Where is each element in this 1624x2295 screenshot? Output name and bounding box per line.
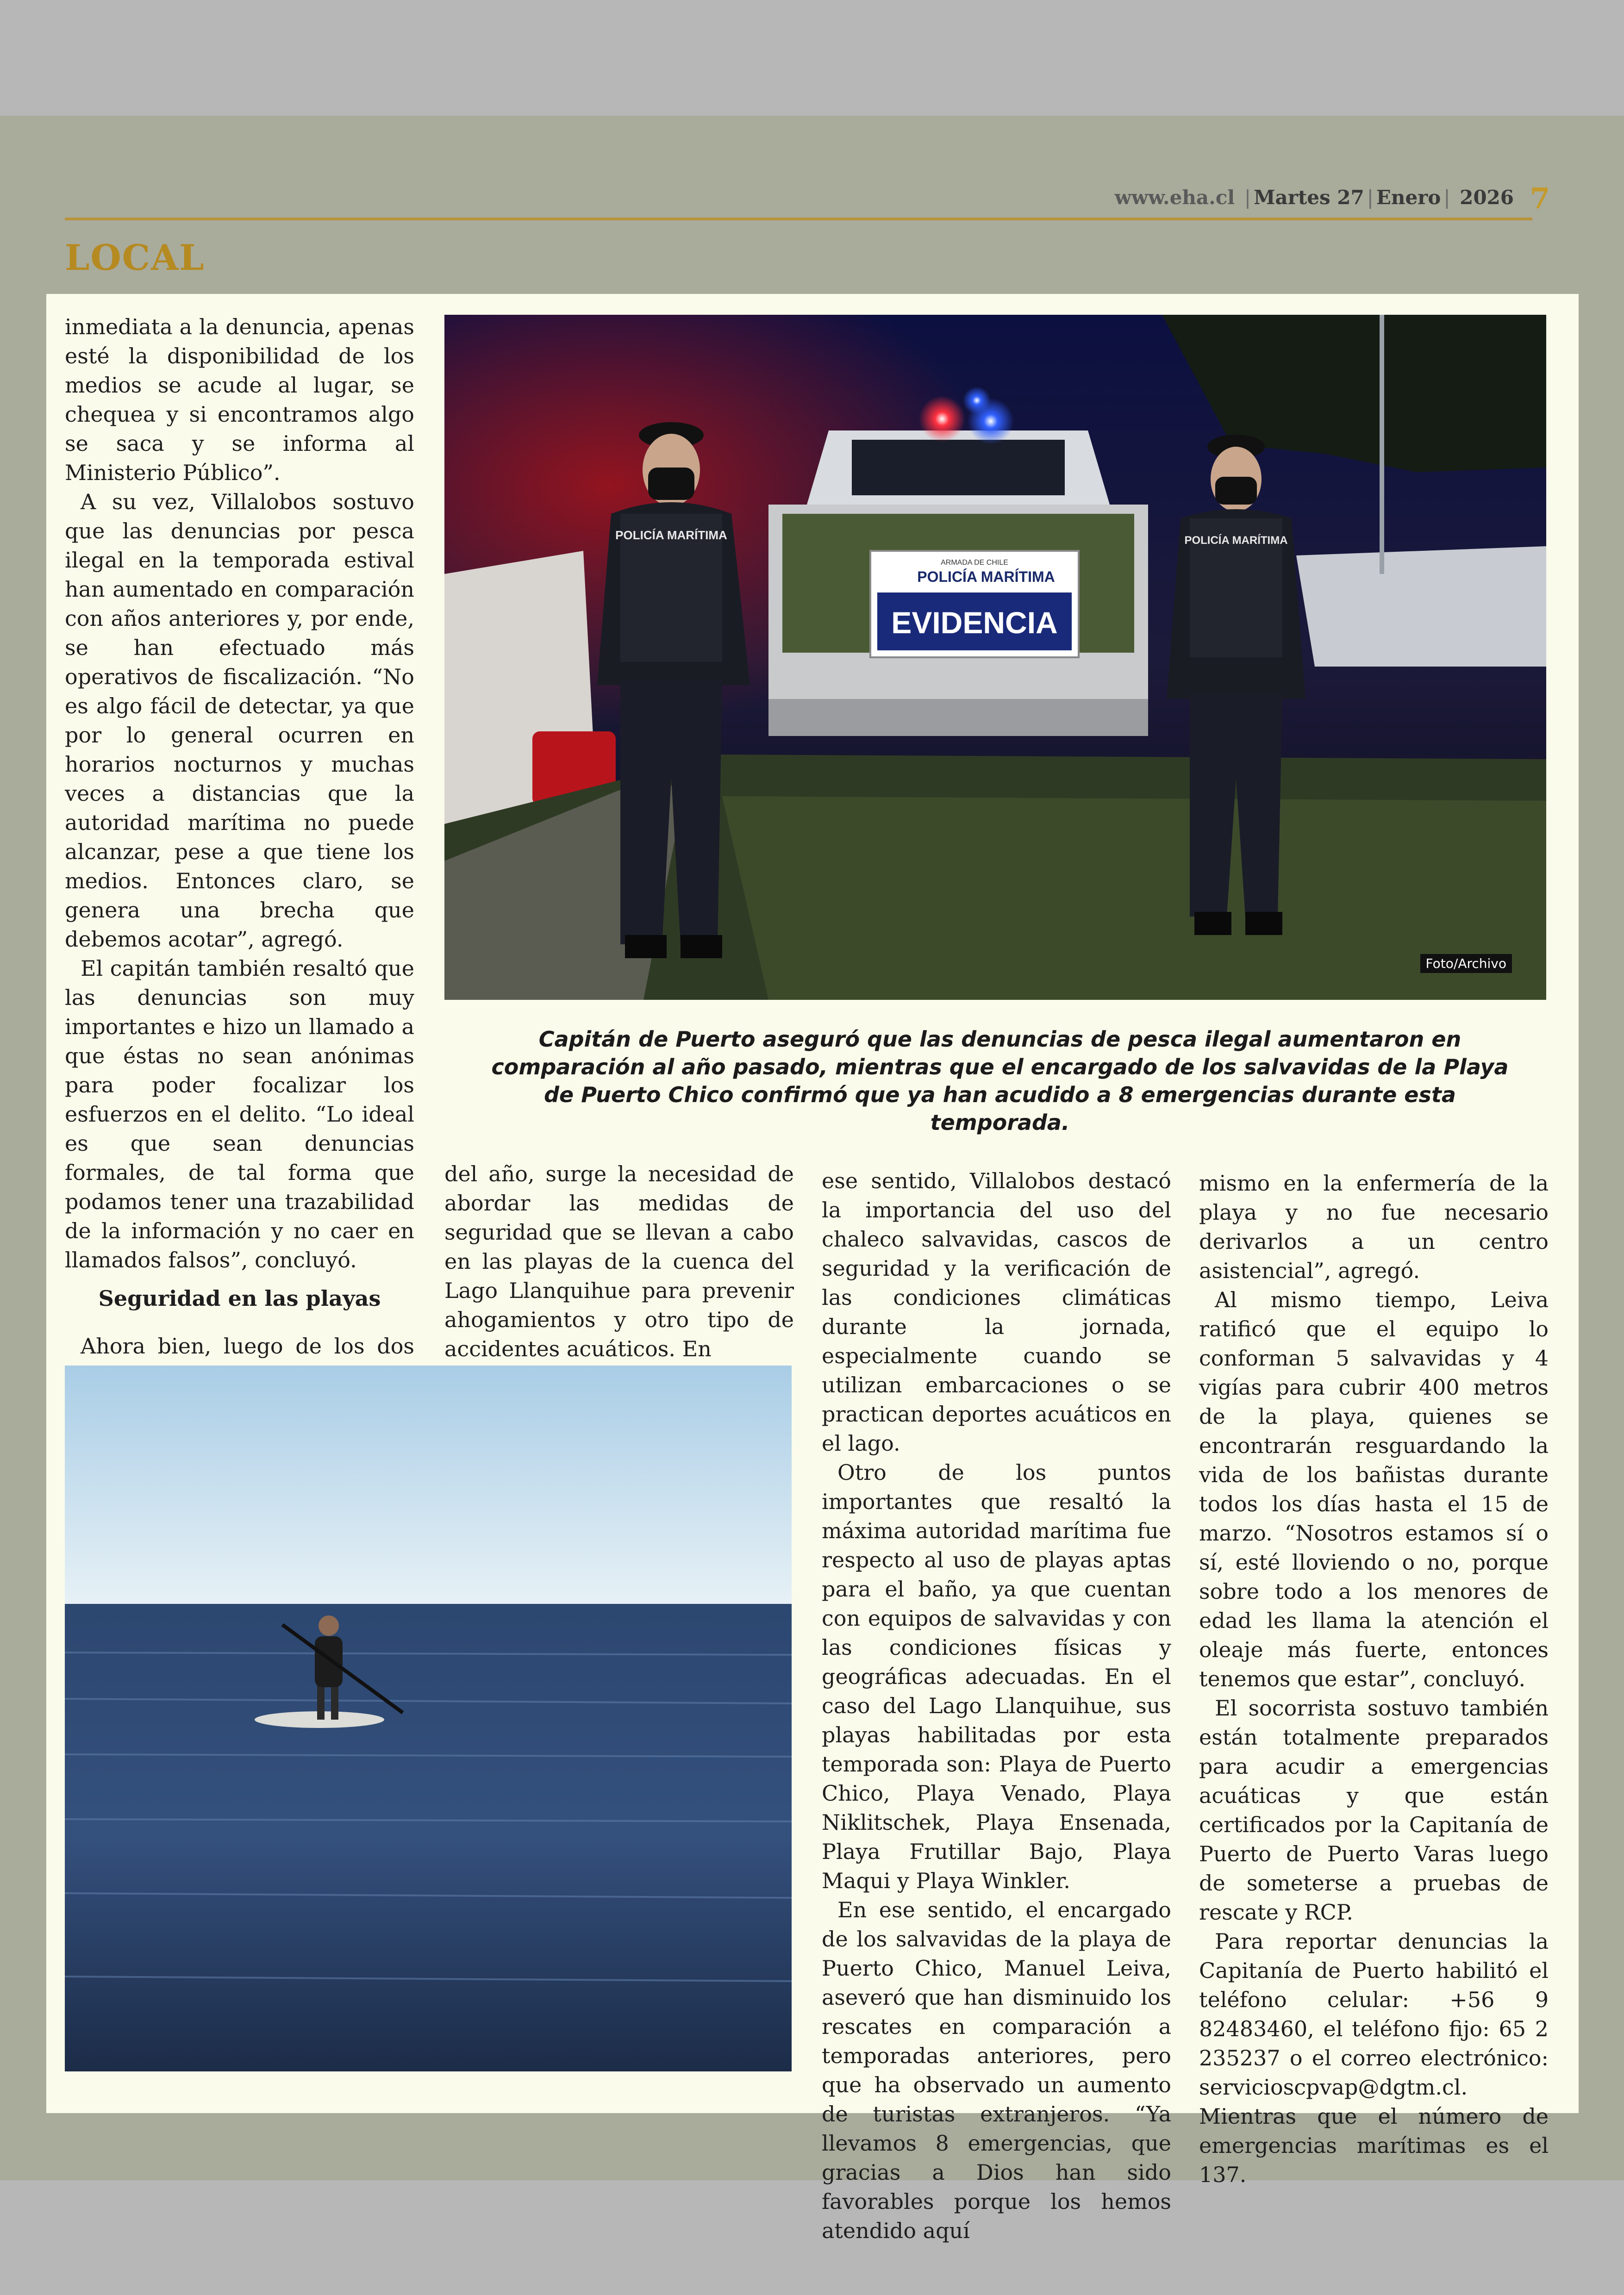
header-url[interactable]: www.eha.cl — [1114, 186, 1235, 209]
header-rule — [65, 218, 1532, 220]
header-meta — [1115, 186, 1514, 209]
page-number: 7 — [1530, 181, 1550, 215]
header-separator: | — [1443, 186, 1450, 209]
header-year: 2026 — [1460, 186, 1514, 209]
header-day: Martes 27 — [1254, 186, 1364, 209]
lake-paddleboard-photo — [65, 1366, 792, 2071]
paragraph: El socorrista sostuvo también están totalmente preparados para acudir a emergencias acuáticas y que están certificados por la Capitanía de Puerto de Puerto Varas luego de someterse a pruebas de rescate y RCP. — [1199, 1696, 1549, 1925]
column-3 — [822, 1166, 1171, 2245]
paragraph: Al mismo tiempo, Leiva ratificó que el equipo lo conforman 5 salvavidas y 4 vigías para cubrir 400 metros de la playa, quienes se encontrarán resguardando la vida de los bañistas durante todos los días hasta el 15 de marzo. “Nosotros estamos sí o sí, esté lloviendo o no, porque sobre todo a los menores de edad les llama la atención el oleaje más fuerte, entonces tenemos que estar”, concluyó. — [1199, 1287, 1549, 1691]
sign-org-text: POLICÍA MARÍTIMA — [917, 568, 1055, 585]
vest-left-text: POLICÍA MARÍTIMA — [615, 528, 727, 542]
paragraph: El capitán también resaltó que las denuncias son muy importantes e hizo un llamado a que éstas no sean anónimas para poder focalizar los esfuerzos en el delito. “Lo ideal es que sean denuncias formales, de tal forma que podamos tener una trazabilidad de la información y no caer en llamados falsos”, concluyó. — [65, 956, 414, 1272]
photo-credit: Foto/Archivo — [1420, 954, 1512, 973]
sign-top-text: ARMADA DE CHILE — [941, 559, 1008, 567]
paragraph: Ahora bien, luego de los dos — [81, 1334, 414, 1359]
police-evidence-photo — [444, 315, 1546, 1000]
paragraph: En ese sentido, el encargado de los salvavidas de la playa de Puerto Chico, Manuel Leiva, aseveró que han disminuido los rescates en comparación a temporadas anteriores, pero que ha observado un aumento de turistas extranjeros. “Ya llevamos 8 emergencias, que gracias a Dios han sido favorables porque los hemos atendido aquí — [822, 1897, 1171, 2243]
paragraph: Para reportar denuncias la Capitanía de Puerto habilitó el teléfono celular: +56 9 82483460, el teléfono fijo: 65 2 235237 o el correo electrónico: servicioscpvap@dgtm.cl. Mientras que el número de emergencias marítimas es el 137. — [1199, 1929, 1549, 2187]
paragraph: mismo en la enfermería de la playa y no fue necesario derivarlos a un centro asistencial”, agregó. — [1199, 1171, 1549, 1283]
paragraph: del año, surge la necesidad de abordar las medidas de seguridad que se llevan a cabo en las playas de la cuenca del Lago Llanquihue para prevenir ahogamientos y otro tipo de accidentes acuáticos. En — [444, 1161, 794, 1361]
header-separator: | — [1244, 186, 1251, 209]
sign-main-text: EVIDENCIA — [891, 605, 1058, 640]
column-2 — [444, 1160, 794, 1364]
paragraph: inmediata a la denuncia, apenas esté la disponibilidad de los medios se acude al lugar, se chequea y si encontramos algo se saca y se informa al Ministerio Público”. — [65, 314, 414, 485]
paddleboard-photo — [65, 1366, 792, 2071]
header-month: Enero — [1376, 186, 1441, 209]
section-title: LOCAL — [65, 237, 205, 278]
header-separator: | — [1367, 186, 1374, 209]
main-photo — [444, 315, 1546, 1000]
photo-caption: Capitán de Puerto aseguró que las denuncias de pesca ilegal aumentaron en comparación al año pasado, mientras que el encargado de los salvavidas de la Playa de Puerto Chico confirmó que ya han acudido a 8 emergencias durante esta temporada. — [491, 1027, 1509, 1135]
article-sheet — [46, 294, 1579, 2243]
column-4 — [1199, 1169, 1549, 2189]
subheading: Seguridad en las playas — [98, 1286, 381, 1311]
paragraph: A su vez, Villalobos sostuvo que las denuncias por pesca ilegal en la temporada estival han aumentado en comparación con años anteriores y, por ende, se han efectuado más operativos de fiscalización. “No es algo fácil de detectar, ya que por lo general ocurren en horarios nocturnos y muchas veces a distancias que la autoridad marítima no puede alcanzar, pese a que tiene los medios. Entonces claro, se genera una brecha que debemos acotar”, agregó. — [65, 489, 414, 952]
paragraph: Otro de los puntos importantes que resaltó la máxima autoridad marítima fue respecto al uso de playas aptas para el baño, ya que cuentan con equipos de salvavidas y con las condiciones físicas y geográficas adecuadas. En el caso del Lago Llanquihue, sus playas habilitadas por esta temporada son: Playa de Puerto Chico, Playa Venado, Playa Niklitschek, Playa Ensenada, Playa Frutillar Bajo, Playa Maqui y Playa Winkler. — [822, 1460, 1171, 1893]
paragraph: ese sentido, Villalobos destacó la importancia del uso del chaleco salvavidas, cascos de seguridad y la verificación de las condiciones climáticas durante la jornada, especialmente cuando se utilizan embarcaciones o se practican deportes acuáticos en el lago. — [822, 1168, 1171, 1456]
column-1 — [65, 312, 414, 1448]
vest-right-text: POLICÍA MARÍTIMA — [1184, 534, 1288, 547]
